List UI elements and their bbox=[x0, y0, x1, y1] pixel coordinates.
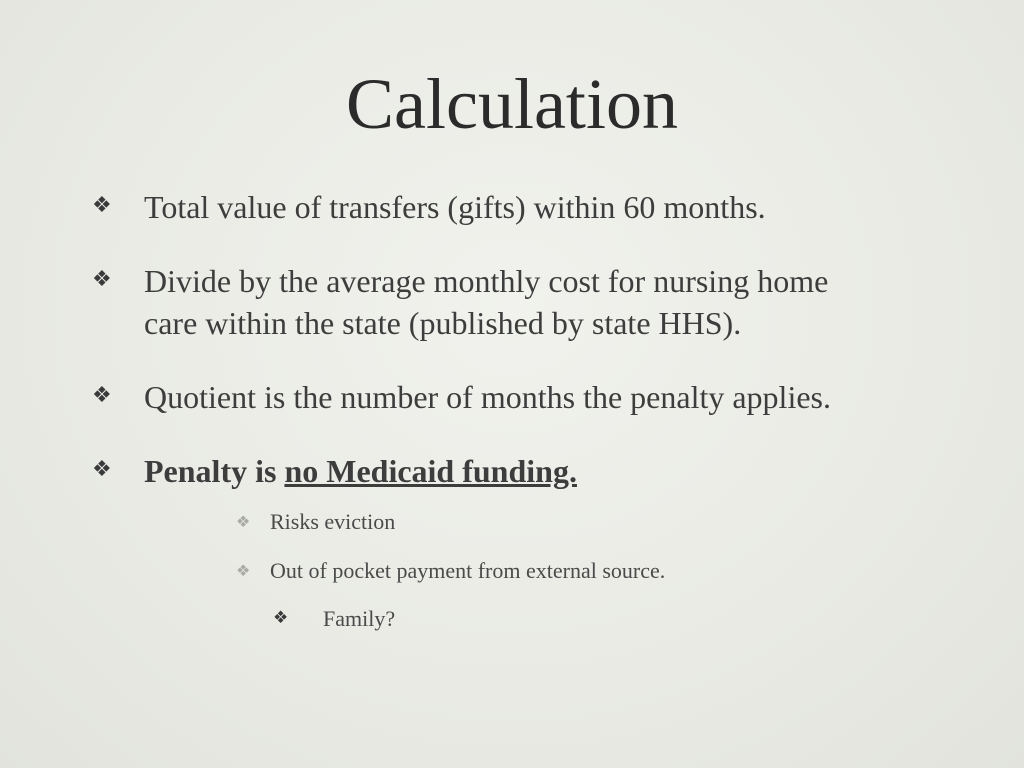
bullet-text bbox=[144, 260, 828, 344]
sub-bullet-item bbox=[236, 508, 395, 536]
diamond-bullet-icon: ❖ bbox=[92, 456, 112, 481]
bullet-text-line: care within the state (published by state HHS). bbox=[144, 305, 742, 341]
bullet-item bbox=[92, 186, 766, 228]
diamond-bullet-icon: ❖ bbox=[92, 192, 112, 217]
bullet-text-line: Divide by the average monthly cost for nursing home bbox=[144, 263, 829, 299]
bullet-item bbox=[92, 260, 828, 344]
bullet-item bbox=[92, 450, 577, 492]
bullet-text bbox=[144, 450, 577, 492]
sub-bullet-text: Risks eviction bbox=[270, 509, 396, 534]
penalty-prefix: Penalty is bbox=[144, 453, 285, 489]
diamond-bullet-icon: ❖ bbox=[92, 382, 112, 407]
diamond-bullet-icon: ❖ bbox=[236, 563, 251, 580]
bullet-text: Total value of transfers (gifts) within 60 months. bbox=[144, 189, 766, 225]
sub-bullet-item bbox=[236, 557, 665, 585]
penalty-emphasis: no Medicaid funding. bbox=[284, 453, 577, 489]
diamond-bullet-icon: ❖ bbox=[236, 514, 251, 531]
slide-title: Calculation bbox=[346, 64, 678, 144]
diamond-bullet-icon: ❖ bbox=[273, 608, 289, 627]
sub-sub-bullet-text: Family? bbox=[323, 606, 396, 631]
bullet-item bbox=[92, 376, 831, 418]
bullet-text: Quotient is the number of months the penalty applies. bbox=[144, 379, 831, 415]
diamond-bullet-icon: ❖ bbox=[92, 266, 112, 291]
sub-sub-bullet-item bbox=[273, 605, 395, 633]
sub-bullet-text: Out of pocket payment from external source. bbox=[270, 558, 666, 583]
